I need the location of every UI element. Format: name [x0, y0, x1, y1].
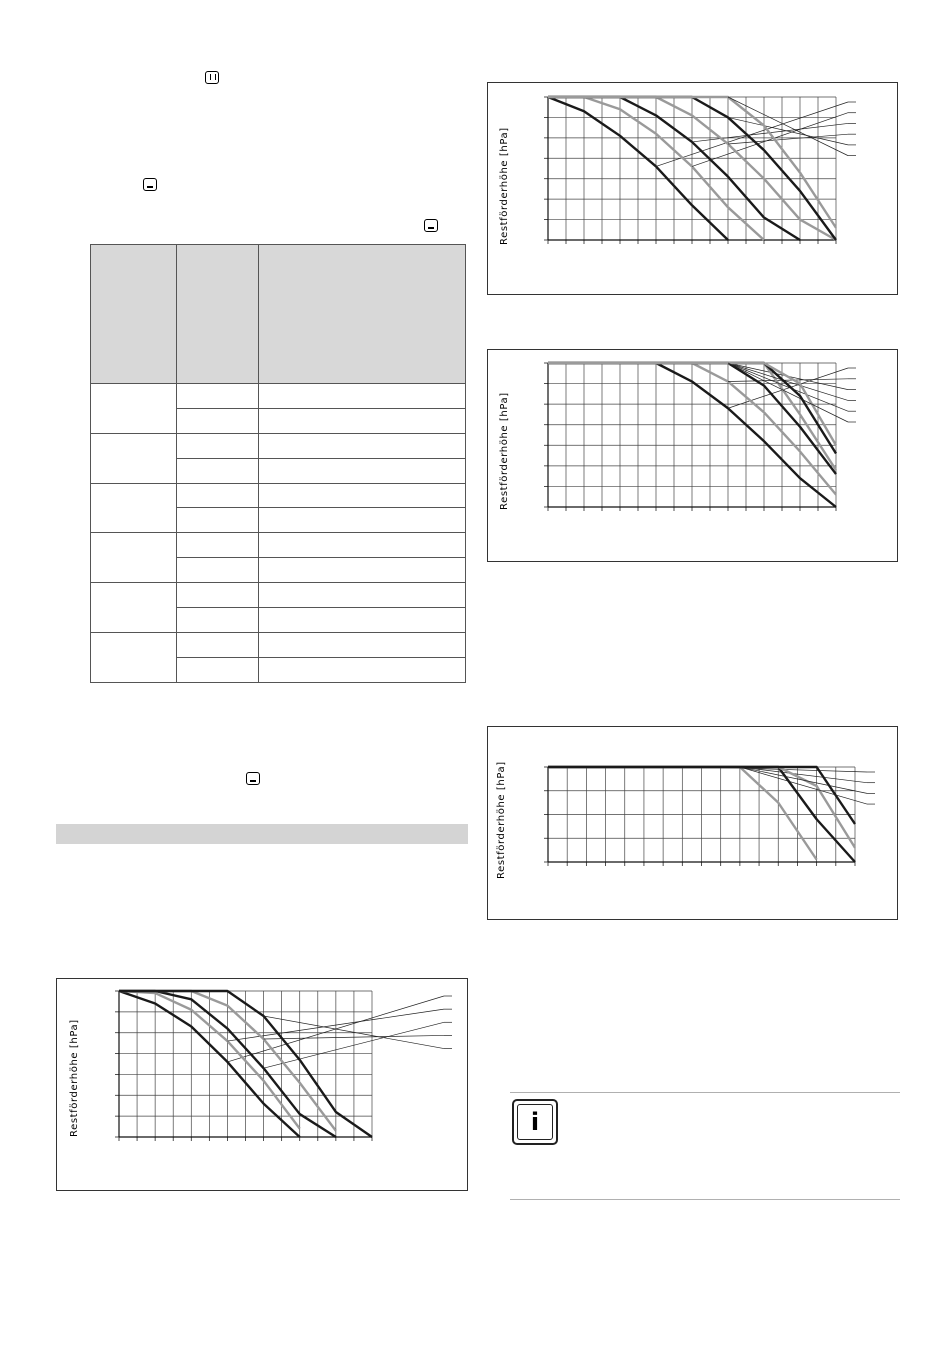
- chart-frame-right-2: [487, 349, 898, 562]
- chart-frame-right-1: [487, 82, 898, 295]
- table-row: [91, 583, 466, 608]
- table-cell: [177, 384, 259, 409]
- table-cell: [177, 657, 259, 682]
- table-group-cell: [91, 483, 177, 533]
- table-cell: [177, 558, 259, 583]
- chart-3: [488, 727, 899, 921]
- info-icon-glyph: i: [517, 1104, 553, 1140]
- table-group-cell: [91, 533, 177, 583]
- table-row: [91, 632, 466, 657]
- table-cell: [259, 558, 466, 583]
- display-icon: [143, 178, 157, 191]
- table-header-cell: [91, 245, 177, 384]
- tower-icon: [205, 71, 219, 84]
- table-cell: [259, 483, 466, 508]
- chart-frame-left: [56, 978, 468, 1191]
- table-cell: [177, 433, 259, 458]
- table-cell: [177, 632, 259, 657]
- spec-table: [90, 244, 466, 683]
- chart-2: [488, 350, 899, 563]
- chart-4: [57, 979, 469, 1192]
- y-axis-label: Restförderhöhe [hPa]: [499, 127, 510, 245]
- y-axis-label: Restförderhöhe [hPa]: [499, 392, 510, 510]
- table-cell: [259, 657, 466, 682]
- table-group-cell: [91, 433, 177, 483]
- chart-frame-right-3: [487, 726, 898, 920]
- table-cell: [259, 533, 466, 558]
- info-notice: [510, 1092, 900, 1200]
- table-cell: [177, 408, 259, 433]
- table-row: [91, 384, 466, 409]
- table-cell: [177, 483, 259, 508]
- table-cell: [177, 608, 259, 633]
- table-cell: [177, 508, 259, 533]
- table-row: [91, 533, 466, 558]
- display-icon: [246, 772, 260, 785]
- y-axis-label: Restförderhöhe [hPa]: [69, 1019, 80, 1137]
- table-row: [91, 483, 466, 508]
- y-axis-label: Restförderhöhe [hPa]: [496, 761, 507, 879]
- display-icon: [424, 219, 438, 232]
- table-cell: [259, 632, 466, 657]
- table-cell: [259, 508, 466, 533]
- table-cell: [177, 458, 259, 483]
- table-header-cell: [259, 245, 466, 384]
- table-cell: [259, 408, 466, 433]
- table-header-row: [91, 245, 466, 384]
- table-header-cell: [177, 245, 259, 384]
- info-icon: [512, 1099, 558, 1145]
- table-cell: [177, 533, 259, 558]
- table-cell: [259, 384, 466, 409]
- table-cell: [259, 583, 466, 608]
- table-group-cell: [91, 632, 177, 682]
- table-group-cell: [91, 384, 177, 434]
- section-heading-bar: [56, 824, 468, 844]
- chart-1: [488, 83, 899, 296]
- table-group-cell: [91, 583, 177, 633]
- table-cell: [177, 583, 259, 608]
- table-cell: [259, 433, 466, 458]
- table-cell: [259, 458, 466, 483]
- table-row: [91, 433, 466, 458]
- table-cell: [259, 608, 466, 633]
